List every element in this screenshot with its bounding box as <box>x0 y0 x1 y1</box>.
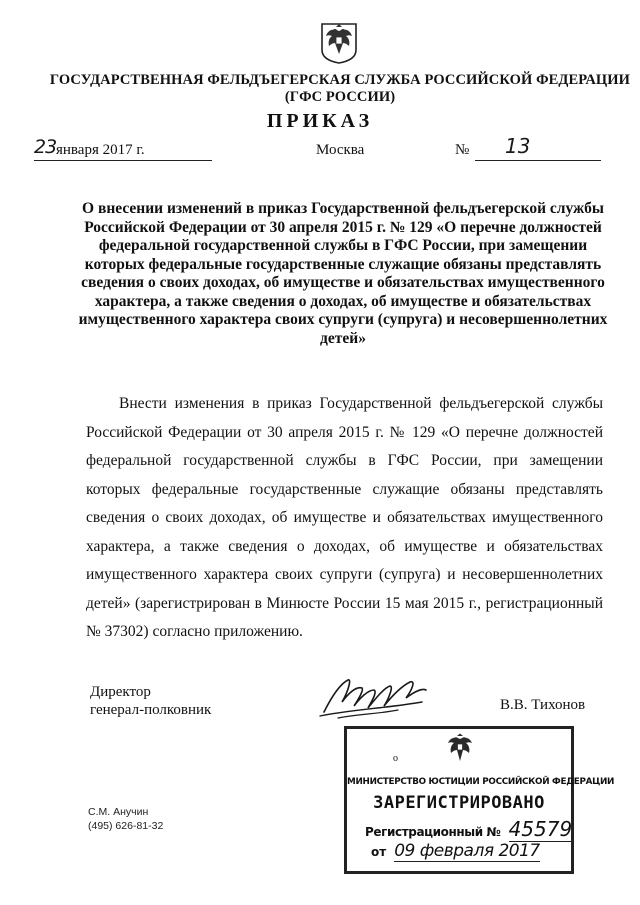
date-day-handwritten: 23 <box>34 136 57 158</box>
order-body: Внести изменения в приказ Государственной фельдъегерской службы Российской Федерации от 30 апреля 2015 г. № 129 «О перечне должностей федеральной государственной службы в ГФС России, при замещении которых федеральные государственные служащие обязаны представлять сведения о своих доходах, об имуществе и обязательствах имущественного характера, а также сведения о доходах, об имуществе и обязательствах имущественного характера своих супруги (супруга) и несовершеннолетних детей» (зарегистрирован в Минюсте России 15 мая 2015 г., регистрационный № 37302) согласно приложению. <box>86 395 603 640</box>
signature-icon <box>318 672 430 722</box>
stamp-emblem-icon <box>443 733 477 767</box>
document-number <box>475 134 601 161</box>
stamp-date-row <box>371 841 540 861</box>
stamp-registration-row <box>365 817 572 841</box>
document-date <box>34 136 212 161</box>
emblem-icon <box>319 22 359 64</box>
signer-name: В.В. Тихонов <box>500 697 586 713</box>
document-type: ПРИКАЗ <box>266 110 374 132</box>
signer-rank: генерал-полковник <box>90 702 212 718</box>
signer-position: Директор <box>90 684 151 700</box>
stamp-ministry: МИНИСТЕРСТВО ЮСТИЦИИ РОССИЙСКОЙ ФЕДЕРАЦИИ <box>347 777 615 787</box>
number-value-handwritten: 13 <box>505 134 531 158</box>
stamp-date-value: 09 февраля 2017 <box>394 841 540 861</box>
executor-name: С.М. Анучин <box>88 806 149 818</box>
order-heading: О внесении изменений в приказ Государственной фельдъегерской службы Российской Федерации от 30 апреля 2015 г. № 129 «О перечне должностей федеральной государственной службы в ГФС России, при замещении которых федеральные государственные служащие обязаны представлять сведения о своих доходах, об имуществе и обязательствах имущественного характера, а также сведения о доходах, об имуществе и обязательствах имущественного характера своих супруги (супруга) и несовершеннолетних детей» <box>78 200 608 347</box>
executor-phone: (495) 626-81-32 <box>88 820 164 832</box>
stamp-mark: о <box>393 753 398 764</box>
stamp-date-label: от <box>371 845 387 859</box>
stamp-registration-number: 45579 <box>508 817 573 841</box>
organization-abbreviation: (ГФС РОССИИ) <box>284 89 396 105</box>
stamp-status: ЗАРЕГИСТРИРОВАНО <box>373 793 545 813</box>
date-text: января 2017 г. <box>56 142 145 158</box>
number-label: № <box>455 142 470 158</box>
organization-name: ГОСУДАРСТВЕННАЯ ФЕЛЬДЪЕГЕРСКАЯ СЛУЖБА РОССИЙСКОЙ ФЕДЕРАЦИИ <box>49 72 631 88</box>
stamp-registration-label: Регистрационный № <box>365 825 501 839</box>
city: Москва <box>316 142 365 158</box>
registration-stamp <box>344 726 615 874</box>
